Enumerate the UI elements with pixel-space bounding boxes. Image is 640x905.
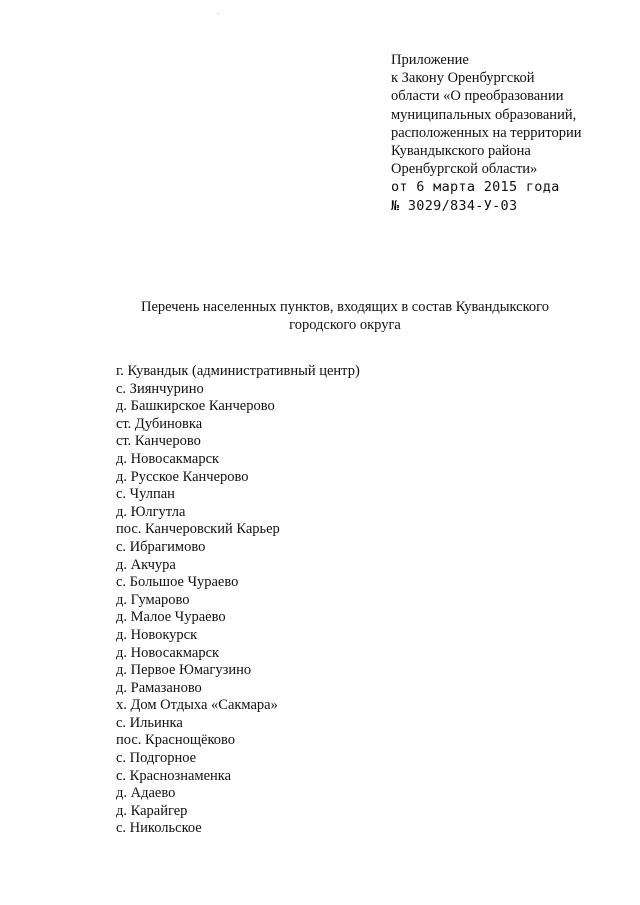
settlement-item: д. Акчура	[116, 556, 176, 573]
settlement-item: с. Большое Чураево	[116, 574, 239, 591]
appendix-number-stamp: № 3029/834-У-03	[391, 197, 518, 214]
settlement-item: д. Новосакмарск	[116, 450, 220, 467]
settlement-item: д. Юлгутла	[116, 503, 186, 520]
settlement-item: д. Новокурск	[116, 626, 198, 643]
title-line-2: городского округа	[289, 317, 401, 333]
settlement-list	[116, 363, 360, 838]
appendix-line: Кувандыкского района	[391, 143, 531, 160]
title-line-1: Перечень населенных пунктов, входящих в состав Кувандыкского	[140, 299, 550, 315]
appendix-line: расположенных на территории	[391, 124, 582, 141]
settlement-item: с. Подгорное	[116, 750, 197, 767]
settlement-item: с. Краснознаменка	[116, 767, 232, 784]
settlement-item: г. Кувандык (административный центр)	[116, 363, 360, 379]
appendix-line: Приложение	[391, 52, 469, 68]
settlement-item: д. Первое Юмагузино	[116, 662, 252, 679]
settlement-item: д. Рамазаново	[116, 679, 202, 696]
settlement-item: пос. Краснощёково	[116, 732, 236, 749]
settlement-item: ст. Канчерово	[116, 433, 201, 450]
settlement-item: х. Дом Отдыха «Сакмара»	[116, 697, 278, 714]
settlement-item: д. Новосакмарск	[116, 644, 220, 661]
settlement-item: пос. Канчеровский Карьер	[116, 521, 280, 538]
settlement-item: д. Башкирское Канчерово	[116, 398, 275, 415]
settlement-item: с. Зиянчурино	[116, 380, 204, 397]
appendix-date-stamp: от 6 марта 2015 года	[391, 179, 560, 196]
appendix-line: к Закону Оренбургской	[391, 70, 535, 87]
appendix-header	[391, 51, 631, 215]
scan-speck	[218, 13, 219, 14]
appendix-line: Оренбургской области»	[391, 161, 538, 178]
settlement-item: ст. Дубиновка	[116, 415, 203, 432]
appendix-line: области «О преобразовании	[391, 88, 564, 105]
settlement-item: с. Ибрагимово	[116, 538, 206, 555]
settlement-item: д. Малое Чураево	[116, 609, 226, 626]
settlement-item: с. Ильинка	[116, 714, 183, 731]
settlement-item: с. Никольское	[116, 820, 202, 837]
settlement-item: д. Адаево	[116, 785, 176, 802]
settlement-item: д. Гумарово	[116, 591, 190, 608]
settlement-item: с. Чулпан	[116, 486, 175, 503]
document-title	[80, 298, 610, 334]
appendix-line: муниципальных образований,	[391, 106, 577, 123]
settlement-item: д. Русское Канчерово	[116, 468, 249, 485]
settlement-item: д. Карайгер	[116, 802, 188, 819]
